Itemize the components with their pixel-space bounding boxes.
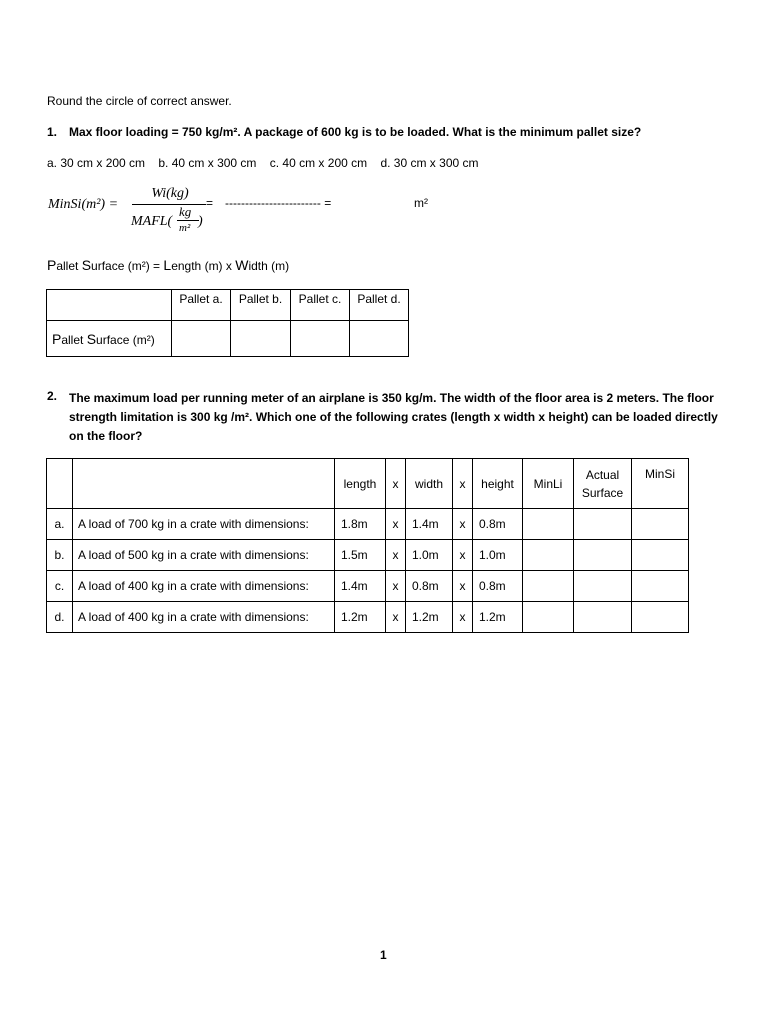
- formula-lhs: MinSi(m²) =: [48, 197, 119, 212]
- crate-row-desc: A load of 500 kg in a crate with dimensions:: [73, 540, 335, 571]
- crate-row-x2: x: [453, 571, 473, 602]
- page-number: 1: [380, 948, 387, 962]
- pallet-d-surface-cell[interactable]: [350, 321, 409, 357]
- crate-row-desc: A load of 700 kg in a crate with dimensions:: [73, 509, 335, 540]
- crate-row-x1: x: [386, 509, 406, 540]
- crate-header-x2: x: [453, 459, 473, 509]
- crate-header-height: height: [473, 459, 523, 509]
- crate-row-height: 1.0m: [473, 540, 523, 571]
- crate-row-height: 1.2m: [473, 602, 523, 633]
- crate-row-letter: c.: [47, 571, 73, 602]
- pallet-a-surface-cell[interactable]: [172, 321, 231, 357]
- pallet-header-b: Pallet b.: [231, 290, 291, 321]
- crate-table: [46, 458, 689, 633]
- crate-row-minsi-cell[interactable]: [632, 509, 689, 540]
- pallet-header-d: Pallet d.: [350, 290, 409, 321]
- crate-row-minli-cell[interactable]: [523, 509, 574, 540]
- formula-fraction-line: [132, 204, 206, 205]
- crate-row-actual-surface-cell[interactable]: [574, 509, 632, 540]
- crate-row-width: 0.8m: [406, 571, 453, 602]
- crate-row-height: 0.8m: [473, 571, 523, 602]
- crate-row-x1: x: [386, 602, 406, 633]
- crate-header-actual-surface: Actual Surface: [574, 459, 632, 509]
- crate-row-length: 1.4m: [335, 571, 386, 602]
- crate-row-letter: d.: [47, 602, 73, 633]
- formula-denominator-prefix: MAFL(: [131, 214, 173, 229]
- crate-row-length: 1.2m: [335, 602, 386, 633]
- crate-row-x2: x: [453, 540, 473, 571]
- pallet-surface-table: [46, 289, 409, 357]
- pallet-c-surface-cell[interactable]: [291, 321, 350, 357]
- crate-header-minsi: MinSi: [632, 459, 689, 509]
- minsi-formula: [48, 186, 238, 242]
- pallet-table-header-row: [47, 290, 409, 321]
- pallet-header-c: Pallet c.: [291, 290, 350, 321]
- crate-header-width: width: [406, 459, 453, 509]
- formula-inner-den: m²: [179, 222, 191, 234]
- crate-row-width: 1.0m: [406, 540, 453, 571]
- crate-row-actual-surface-cell[interactable]: [574, 540, 632, 571]
- crate-row-x2: x: [453, 602, 473, 633]
- q1-options: a. 30 cm x 200 cm b. 40 cm x 300 cm c. 40 cm x 200 cm d. 30 cm x 300 cm: [47, 156, 479, 170]
- pallet-header-empty: [47, 290, 172, 321]
- pallet-surface-formula: Pallet Surface (m²) = Length (m) x Width (m): [47, 257, 290, 273]
- crate-row-width: 1.4m: [406, 509, 453, 540]
- crate-header-desc: [73, 459, 335, 509]
- crate-row-letter: a.: [47, 509, 73, 540]
- crate-row-desc: A load of 400 kg in a crate with dimensions:: [73, 571, 335, 602]
- crate-header-length: length: [335, 459, 386, 509]
- crate-row-x1: x: [386, 540, 406, 571]
- q1-text: Max floor loading = 750 kg/m². A package of 600 kg is to be loaded. What is the minimum pallet size?: [69, 125, 642, 139]
- crate-row-actual-surface-cell[interactable]: [574, 602, 632, 633]
- formula-inner-line: [177, 220, 199, 221]
- crate-table-header-row: [47, 459, 689, 509]
- crate-row-height: 0.8m: [473, 509, 523, 540]
- q2-number: 2.: [47, 389, 58, 403]
- formula-eq2: =: [206, 196, 214, 210]
- crate-row-minsi-cell[interactable]: [632, 571, 689, 602]
- crate-row-minsi-cell[interactable]: [632, 540, 689, 571]
- crate-row: [47, 602, 689, 633]
- formula-unit: m²: [414, 196, 428, 210]
- crate-header-letter: [47, 459, 73, 509]
- pallet-table-surface-row: [47, 321, 409, 357]
- crate-row-minli-cell[interactable]: [523, 602, 574, 633]
- q1-number: 1.: [47, 125, 58, 139]
- crate-row: [47, 540, 689, 571]
- crate-row-width: 1.2m: [406, 602, 453, 633]
- pallet-surface-row-label: Pallet Surface (m²): [47, 321, 172, 357]
- formula-inner-num: kg: [179, 204, 192, 219]
- crate-row: [47, 571, 689, 602]
- q2-text: The maximum load per running meter of an airplane is 350 kg/m. The width of the floor area is 2 meters. The floor strength limitation is 300 kg /m². Which one of the following crates (length x width x height) can be loaded directly on the floor?: [69, 391, 718, 443]
- crate-row-length: 1.8m: [335, 509, 386, 540]
- formula-dashes: ------------------------ =: [225, 196, 332, 210]
- crate-row-desc: A load of 400 kg in a crate with dimensions:: [73, 602, 335, 633]
- crate-header-x1: x: [386, 459, 406, 509]
- crate-row-minli-cell[interactable]: [523, 571, 574, 602]
- crate-row-minli-cell[interactable]: [523, 540, 574, 571]
- pallet-b-surface-cell[interactable]: [231, 321, 291, 357]
- crate-row-x2: x: [453, 509, 473, 540]
- crate-row-actual-surface-cell[interactable]: [574, 571, 632, 602]
- instruction-text: Round the circle of correct answer.: [47, 94, 232, 108]
- crate-row-letter: b.: [47, 540, 73, 571]
- crate-row-length: 1.5m: [335, 540, 386, 571]
- crate-header-minli: MinLi: [523, 459, 574, 509]
- formula-denominator-suffix: ): [198, 214, 203, 229]
- crate-row-x1: x: [386, 571, 406, 602]
- pallet-header-a: Pallet a.: [172, 290, 231, 321]
- crate-row: [47, 509, 689, 540]
- crate-row-minsi-cell[interactable]: [632, 602, 689, 633]
- formula-numerator: Wi(kg): [151, 186, 189, 201]
